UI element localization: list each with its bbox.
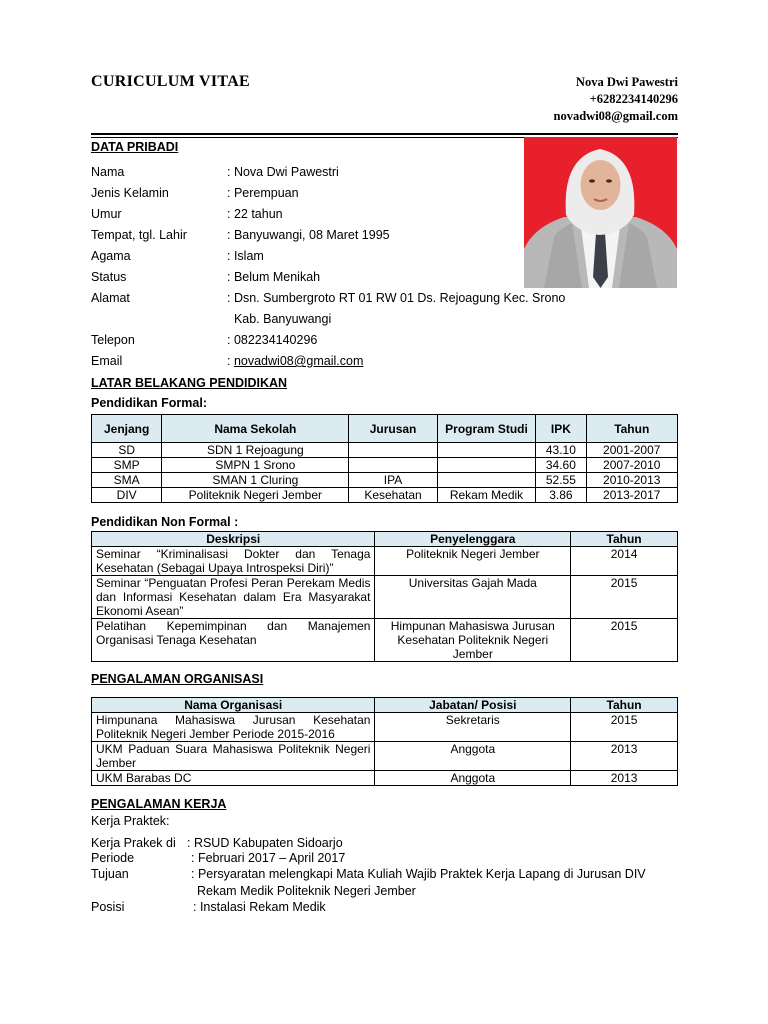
- table-row: [92, 547, 678, 576]
- personal-row-agama: [91, 246, 571, 267]
- table-cell: 2015: [571, 713, 678, 742]
- table-cell: [437, 443, 536, 458]
- table-cell: UKM Barabas DC: [92, 771, 375, 786]
- table-cell: Seminar “Kriminalisasi Dokter dan Tenaga Kesehatan (Sebagai Upaya Introspeksi Diri)”: [92, 547, 375, 576]
- table-cell: UKM Paduan Suara Mahasiswa Politeknik Negeri Jember: [92, 742, 375, 771]
- table-cell: 2001-2007: [586, 443, 678, 458]
- personal-row-status: [91, 267, 571, 288]
- column-header: Tahun: [586, 415, 678, 443]
- personal-value: : Islam: [227, 249, 264, 263]
- personal-row-jenis-kelamin: [91, 183, 571, 204]
- column-header: Nama Sekolah: [162, 415, 349, 443]
- table-cell: 2015: [571, 576, 678, 619]
- work-key: Kerja Prakek di: [91, 836, 176, 850]
- table-cell: 3.86: [536, 488, 586, 503]
- table-cell: 34.60: [536, 458, 586, 473]
- work-value: : Persyaratan melengkapi Mata Kuliah Wajib Praktek Kerja Lapang di Jurusan DIV: [191, 867, 646, 881]
- personal-key: Status: [91, 270, 127, 284]
- column-header: Nama Organisasi: [92, 698, 375, 713]
- table-cell: [349, 458, 437, 473]
- table-cell: Pelatihan Kepemimpinan dan Manajemen Organisasi Tenaga Kesehatan: [92, 619, 375, 662]
- work-value: : Februari 2017 – April 2017: [191, 851, 346, 865]
- work-key: Tujuan: [91, 867, 129, 881]
- work-value: : Instalasi Rekam Medik: [193, 900, 326, 914]
- table-cell: 2013: [571, 771, 678, 786]
- contact-block: [554, 74, 678, 125]
- table-cell: 2015: [571, 619, 678, 662]
- table-cell: [437, 458, 536, 473]
- table-cell: Seminar “Penguatan Profesi Peran Perekam Medis dan Informasi Kesehatan dalam Era Masyarakat Ekonomi Asean”: [92, 576, 375, 619]
- table-row: [92, 713, 678, 742]
- profile-photo-image: [524, 137, 677, 288]
- table-header-row: [92, 415, 678, 443]
- table-cell: SMP: [92, 458, 162, 473]
- table-cell: Universitas Gajah Mada: [375, 576, 571, 619]
- table-header-row: [92, 532, 678, 547]
- header-divider: [91, 133, 678, 135]
- personal-value: : Dsn. Sumbergroto RT 01 RW 01 Ds. Rejoagung Kec. Srono: [227, 291, 566, 305]
- table-cell: 2010-2013: [586, 473, 678, 488]
- table-cell: Rekam Medik: [437, 488, 536, 503]
- personal-key: Umur: [91, 207, 122, 221]
- personal-row-alamat: [91, 288, 571, 309]
- section-pengalaman-kerja: PENGALAMAN KERJA: [91, 797, 227, 811]
- organization-table: [91, 697, 678, 786]
- table-cell: IPA: [349, 473, 437, 488]
- personal-key: Jenis Kelamin: [91, 186, 169, 200]
- personal-value: : 082234140296: [227, 333, 318, 347]
- kerja-praktek-title: Kerja Praktek:: [91, 814, 170, 828]
- table-cell: SMAN 1 Cluring: [162, 473, 349, 488]
- table-row: [92, 443, 678, 458]
- work-value: : RSUD Kabupaten Sidoarjo: [187, 836, 343, 850]
- table-cell: [437, 473, 536, 488]
- column-header: Tahun: [571, 532, 678, 547]
- personal-row-telepon: [91, 330, 571, 351]
- table-cell: Anggota: [375, 742, 571, 771]
- work-value-cont: Rekam Medik Politeknik Negeri Jember: [197, 884, 416, 898]
- column-header: Jurusan: [349, 415, 437, 443]
- column-header: Jabatan/ Posisi: [375, 698, 571, 713]
- section-pengalaman-organisasi: PENGALAMAN ORGANISASI: [91, 672, 264, 686]
- table-cell: SD: [92, 443, 162, 458]
- table-cell: DIV: [92, 488, 162, 503]
- table-row: [92, 771, 678, 786]
- table-cell: Himpunan Mahasiswa Jurusan Kesehatan Politeknik Negeri Jember: [375, 619, 571, 662]
- email-prefix: :: [227, 354, 234, 368]
- table-cell: 43.10: [536, 443, 586, 458]
- table-cell: Kesehatan: [349, 488, 437, 503]
- table-cell: SMPN 1 Srono: [162, 458, 349, 473]
- personal-key: Email: [91, 354, 123, 368]
- work-key: Periode: [91, 851, 135, 865]
- table-cell: 2007-2010: [586, 458, 678, 473]
- column-header: Tahun: [571, 698, 678, 713]
- table-row: [92, 576, 678, 619]
- nonformal-education-table: [91, 531, 678, 662]
- table-cell: Politeknik Negeri Jember: [375, 547, 571, 576]
- personal-key: Nama: [91, 165, 125, 179]
- personal-row-ttl: [91, 225, 571, 246]
- table-row: [92, 473, 678, 488]
- column-header: Jenjang: [92, 415, 162, 443]
- table-cell: Anggota: [375, 771, 571, 786]
- personal-row-nama: [91, 162, 571, 183]
- section-latar-belakang-pendidikan: LATAR BELAKANG PENDIDIKAN: [91, 376, 288, 390]
- email-link[interactable]: novadwi08@gmail.com: [233, 354, 364, 368]
- table-cell: Politeknik Negeri Jember: [162, 488, 349, 503]
- pendidikan-formal-title: Pendidikan Formal:: [91, 396, 207, 410]
- personal-row-umur: [91, 204, 571, 225]
- formal-education-table: [91, 414, 678, 503]
- table-row: [92, 488, 678, 503]
- table-cell: SDN 1 Rejoagung: [162, 443, 349, 458]
- contact-name: Nova Dwi Pawestri: [575, 75, 678, 89]
- table-cell: Sekretaris: [375, 713, 571, 742]
- personal-row-email: [91, 351, 571, 372]
- table-row: [92, 458, 678, 473]
- work-key: Posisi: [91, 900, 125, 914]
- personal-row-alamat-cont: [91, 309, 571, 330]
- table-cell: 2014: [571, 547, 678, 576]
- contact-phone: +6282234140296: [589, 92, 678, 106]
- profile-photo: [524, 137, 677, 288]
- personal-key: Agama: [91, 249, 131, 263]
- pendidikan-non-formal-title: Pendidikan Non Formal :: [91, 515, 239, 529]
- personal-key: Alamat: [91, 291, 130, 305]
- column-header: IPK: [536, 415, 586, 443]
- column-header: Deskripsi: [92, 532, 375, 547]
- column-header: Program Studi: [437, 415, 536, 443]
- personal-value: : Belum Menikah: [227, 270, 321, 284]
- personal-value: : Nova Dwi Pawestri: [227, 165, 339, 179]
- table-row: [92, 742, 678, 771]
- personal-value: : 22 tahun: [227, 207, 283, 221]
- table-cell: 2013: [571, 742, 678, 771]
- cv-title: CURICULUM VITAE: [91, 73, 251, 90]
- personal-key: Tempat, tgl. Lahir: [91, 228, 187, 242]
- table-cell: Himpunana Mahasiswa Jurusan Kesehatan Politeknik Negeri Jember Periode 2015-2016: [92, 713, 375, 742]
- table-row: [92, 619, 678, 662]
- section-data-pribadi: DATA PRIBADI: [91, 140, 179, 154]
- column-header: Penyelenggara: [375, 532, 571, 547]
- table-cell: SMA: [92, 473, 162, 488]
- personal-key: Telepon: [91, 333, 135, 347]
- table-cell: 52.55: [536, 473, 586, 488]
- personal-value: Kab. Banyuwangi: [227, 312, 332, 326]
- contact-email: novadwi08@gmail.com: [553, 109, 678, 123]
- table-cell: 2013-2017: [586, 488, 678, 503]
- table-header-row: [92, 698, 678, 713]
- table-cell: [349, 443, 437, 458]
- personal-value: : Perempuan: [227, 186, 299, 200]
- personal-value: [227, 351, 363, 372]
- personal-value: : Banyuwangi, 08 Maret 1995: [227, 228, 390, 242]
